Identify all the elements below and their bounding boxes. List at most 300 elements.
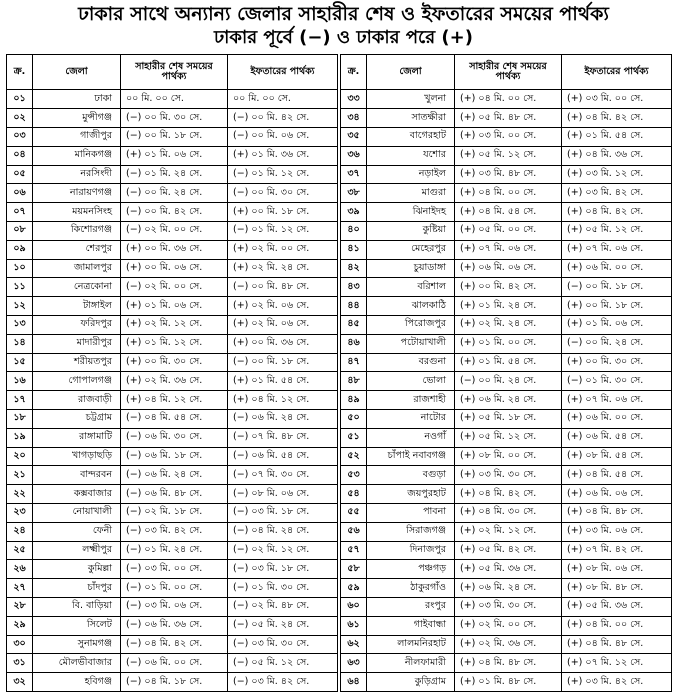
- sehri-diff-cell: (−) ০৬ মি. ৩০ সে.: [121, 428, 228, 447]
- iftar-diff-cell: (+) ০৩ মি. ৪২ সে.: [562, 184, 672, 203]
- district-cell: মুন্সীগঞ্জ: [33, 109, 121, 128]
- serial-cell: ১৫: [7, 353, 33, 372]
- table-row: [341, 278, 672, 297]
- sehri-diff-cell: (+) ০৪ মি. ১২ সে.: [121, 391, 228, 410]
- sehri-diff-cell: (+) ০৫ মি. ৪২ সে.: [455, 541, 562, 560]
- iftar-diff-cell: (−) ০৬ মি. ৫৪ সে.: [228, 447, 338, 466]
- iftar-diff-cell: (+) ০৮ মি. ৫৪ সে.: [562, 447, 672, 466]
- sehri-diff-cell: ০০ মি. ০০ সে.: [121, 90, 228, 109]
- sehri-diff-cell: (−) ০৩ মি. ০০ সে.: [121, 560, 228, 579]
- serial-cell: ০৫: [7, 165, 33, 184]
- title-line-2: ঢাকার পূর্বে (−) ও ঢাকার পরে (+): [214, 27, 473, 49]
- iftar-diff-cell: (−) ০১ মি. ১২ সে.: [228, 165, 338, 184]
- table-row: [7, 428, 338, 447]
- serial-cell: ১৯: [7, 428, 33, 447]
- serial-cell: ১৮: [7, 409, 33, 428]
- table-row: [341, 635, 672, 654]
- iftar-diff-cell: (−) ০৫ মি. ২৪ সে.: [228, 616, 338, 635]
- iftar-diff-cell: (−) ০৭ মি. ৪৮ সে.: [228, 428, 338, 447]
- sehri-diff-cell: (−) ০৩ মি. ০৬ সে.: [121, 597, 228, 616]
- serial-cell: ০৬: [7, 184, 33, 203]
- district-cell: নারায়ণগঞ্জ: [33, 184, 121, 203]
- table-row: [341, 466, 672, 485]
- district-cell: ঢাকা: [33, 90, 121, 109]
- serial-cell: ৩১: [7, 654, 33, 673]
- table-row: [341, 353, 672, 372]
- table-row: [341, 654, 672, 673]
- table-row: [7, 128, 338, 147]
- serial-cell: ০৪: [7, 146, 33, 165]
- serial-cell: ২৬: [7, 560, 33, 579]
- serial-cell: ২২: [7, 485, 33, 504]
- serial-cell: ০৩: [7, 128, 33, 147]
- sehri-diff-cell: (+) ০৪ মি. ৫৪ সে.: [455, 203, 562, 222]
- district-cell: বরগুনা: [367, 353, 455, 372]
- district-cell: খুলনা: [367, 90, 455, 109]
- district-cell: কিশোরগঞ্জ: [33, 222, 121, 241]
- serial-cell: ২৮: [7, 597, 33, 616]
- serial-cell: ০১: [7, 90, 33, 109]
- serial-cell: ৫৩: [341, 466, 367, 485]
- table-row: [7, 353, 338, 372]
- sehri-diff-cell: (−) ০৬ মি. ২৪ সে.: [121, 466, 228, 485]
- district-cell: রাঙ্গামাটি: [33, 428, 121, 447]
- table-row: [341, 485, 672, 504]
- iftar-diff-cell: (−) ০০ মি. ৪৮ সে.: [228, 278, 338, 297]
- sehri-diff-cell: (+) ০৬ মি. ২৪ সে.: [455, 579, 562, 598]
- serial-cell: ৪২: [341, 259, 367, 278]
- sehri-diff-cell: (−) ০৪ মি. ৫৪ সে.: [121, 409, 228, 428]
- table-row: [7, 372, 338, 391]
- iftar-diff-cell: (+) ০৭ মি. ০৬ সে.: [562, 240, 672, 259]
- iftar-diff-cell: (−) ০০ মি. ১৮ সে.: [228, 353, 338, 372]
- sehri-diff-cell: (−) ০০ মি. ৩০ সে.: [121, 109, 228, 128]
- iftar-diff-cell: (−) ০৩ মি. ৩০ সে.: [228, 635, 338, 654]
- header-iftar: ইফতারের পার্থক্য: [562, 55, 672, 90]
- title: [6, 4, 681, 48]
- table-header-row: [7, 55, 338, 90]
- iftar-diff-cell: (−) ০১ মি. ৩০ সে.: [228, 579, 338, 598]
- sehri-diff-cell: (+) ০০ মি. ৪২ সে.: [455, 278, 562, 297]
- table-row: [341, 579, 672, 598]
- district-cell: ফেনী: [33, 522, 121, 541]
- sehri-diff-cell: (−) ০১ মি. ০০ সে.: [121, 579, 228, 598]
- serial-cell: ১১: [7, 278, 33, 297]
- sehri-diff-cell: (+) ০১ মি. ০০ সে.: [455, 334, 562, 353]
- header-sehri: সাহারীর শেষ সময়ের পার্থক্য: [455, 55, 562, 90]
- sehri-diff-cell: (+) ০৫ মি. ৩৬ সে.: [455, 560, 562, 579]
- district-cell: লক্ষ্মীপুর: [33, 541, 121, 560]
- district-cell: শেরপুর: [33, 240, 121, 259]
- sehri-diff-cell: (+) ০৫ মি. ১৮ সে.: [455, 409, 562, 428]
- table-row: [341, 240, 672, 259]
- iftar-diff-cell: (+) ০৪ মি. ৪২ সে.: [562, 203, 672, 222]
- district-cell: নেত্রকোনা: [33, 278, 121, 297]
- district-cell: নড়াইল: [367, 165, 455, 184]
- serial-cell: ৪৪: [341, 297, 367, 316]
- iftar-diff-cell: (+) ০৪ মি. ৪৮ সে.: [562, 635, 672, 654]
- district-cell: মেহেরপুর: [367, 240, 455, 259]
- district-cell: নরসিংদী: [33, 165, 121, 184]
- iftar-diff-cell: (−) ০২ মি. ৪৮ সে.: [228, 597, 338, 616]
- iftar-diff-cell: (+) ০০ মি. ৩০ সে.: [562, 353, 672, 372]
- iftar-diff-cell: (+) ০৮ মি. ০৬ সে.: [562, 560, 672, 579]
- district-cell: শরীয়তপুর: [33, 353, 121, 372]
- sehri-diff-cell: (+) ০৩ মি. ৪৮ সে.: [455, 165, 562, 184]
- iftar-diff-cell: (−) ০০ মি. ৩০ সে.: [228, 184, 338, 203]
- table-row: [341, 447, 672, 466]
- iftar-diff-cell: (+) ০৪ মি. ৪৮ সে.: [562, 503, 672, 522]
- iftar-diff-cell: (+) ০৪ মি. ৩৬ সে.: [562, 146, 672, 165]
- district-cell: ঠাকুরগাঁও: [367, 579, 455, 598]
- header-iftar: ইফতারের পার্থক্য: [228, 55, 338, 90]
- serial-cell: ৫৪: [341, 485, 367, 504]
- serial-cell: ৫৭: [341, 541, 367, 560]
- serial-cell: ৫১: [341, 428, 367, 447]
- iftar-diff-cell: (−) ০৩ মি. ১৮ সে.: [228, 503, 338, 522]
- district-cell: ঝালকাঠি: [367, 297, 455, 316]
- sehri-diff-cell: (+) ০২ মি. ২৪ সে.: [455, 315, 562, 334]
- header-serial: ক্র.: [7, 55, 33, 90]
- sehri-diff-cell: (+) ০৬ মি. ০৬ সে.: [455, 259, 562, 278]
- table-row: [341, 597, 672, 616]
- sehri-diff-cell: (+) ০৪ মি. ৪২ সে.: [455, 485, 562, 504]
- sehri-diff-cell: (+) ০৮ মি. ০০ সে.: [455, 447, 562, 466]
- sehri-diff-cell: (−) ০০ মি. ২৪ সে.: [121, 184, 228, 203]
- serial-cell: ৩২: [7, 673, 33, 692]
- header-district: জেলা: [33, 55, 121, 90]
- table-row: [341, 203, 672, 222]
- sehri-diff-cell: (+) ০২ মি. ১২ সে.: [121, 315, 228, 334]
- serial-cell: ১৭: [7, 391, 33, 410]
- table-row: [341, 673, 672, 692]
- iftar-diff-cell: (+) ০১ মি. ৫৪ সে.: [562, 128, 672, 147]
- district-cell: কুষ্টিয়া: [367, 222, 455, 241]
- serial-cell: ৪০: [341, 222, 367, 241]
- sehri-diff-cell: (+) ০২ মি. ০০ সে.: [455, 616, 562, 635]
- table-row: [7, 203, 338, 222]
- sehri-diff-cell: (+) ০১ মি. ৪৮ সে.: [455, 673, 562, 692]
- iftar-diff-cell: (+) ০১ মি. ৫৪ সে.: [228, 372, 338, 391]
- table-row: [7, 184, 338, 203]
- district-cell: রাজশাহী: [367, 391, 455, 410]
- table-row: [341, 372, 672, 391]
- table-row: [341, 222, 672, 241]
- iftar-diff-cell: (+) ০৪ মি. ৪২ সে.: [562, 109, 672, 128]
- district-cell: নীলফামারী: [367, 654, 455, 673]
- table-row: [341, 428, 672, 447]
- district-cell: পটোয়াখালী: [367, 334, 455, 353]
- serial-cell: ৩০: [7, 635, 33, 654]
- sehri-diff-cell: (+) ০৪ মি. ০০ সে.: [455, 184, 562, 203]
- iftar-diff-cell: (−) ০০ মি. ০৬ সে.: [228, 128, 338, 147]
- sehri-diff-cell: (−) ০৪ মি. ৪২ সে.: [121, 635, 228, 654]
- serial-cell: ০৭: [7, 203, 33, 222]
- iftar-diff-cell: (+) ০৪ মি. ০০ সে.: [562, 616, 672, 635]
- table-row: [7, 616, 338, 635]
- iftar-diff-cell: (+) ০৩ মি. ১২ সে.: [562, 165, 672, 184]
- sehri-diff-cell: (−) ০৬ মি. ৩৬ সে.: [121, 616, 228, 635]
- table-row: [341, 109, 672, 128]
- iftar-diff-cell: (+) ০৩ মি. ০০ সে.: [562, 90, 672, 109]
- sehri-diff-cell: (+) ০৪ মি. ৩০ সে.: [455, 503, 562, 522]
- iftar-diff-cell: (−) ০৩ মি. ১৮ সে.: [228, 560, 338, 579]
- serial-cell: ৩৯: [341, 203, 367, 222]
- district-cell: কক্সবাজার: [33, 485, 121, 504]
- serial-cell: ২৫: [7, 541, 33, 560]
- table-row: [341, 315, 672, 334]
- iftar-diff-cell: ০০ মি. ০০ সে.: [228, 90, 338, 109]
- district-cell: যশোর: [367, 146, 455, 165]
- iftar-diff-cell: (+) ০০ মি. ১৮ সে.: [562, 297, 672, 316]
- district-cell: ভোলা: [367, 372, 455, 391]
- table-row: [341, 560, 672, 579]
- district-cell: চাঁপাই নবাবগঞ্জ: [367, 447, 455, 466]
- table-row: [341, 259, 672, 278]
- iftar-diff-cell: (+) ০৩ মি. ৪২ সে.: [562, 673, 672, 692]
- iftar-diff-cell: (+) ০০ মি. ৩৬ সে.: [228, 334, 338, 353]
- serial-cell: ৩৪: [341, 109, 367, 128]
- district-cell: কুমিল্লা: [33, 560, 121, 579]
- table-row: [7, 278, 338, 297]
- sehri-diff-cell: (−) ০০ মি. ২৪ সে.: [455, 372, 562, 391]
- table-row: [7, 503, 338, 522]
- table-row: [7, 654, 338, 673]
- serial-cell: ৩৮: [341, 184, 367, 203]
- sehri-diff-cell: (+) ০৫ মি. ০০ সে.: [455, 222, 562, 241]
- iftar-diff-cell: (−) ০৮ মি. ০৬ সে.: [228, 485, 338, 504]
- table-row: [7, 146, 338, 165]
- table-row: [341, 90, 672, 109]
- table-row: [7, 579, 338, 598]
- sehri-diff-cell: (+) ০১ মি. ২৪ সে.: [455, 297, 562, 316]
- district-cell: সুনামগঞ্জ: [33, 635, 121, 654]
- district-cell: নওগাঁ: [367, 428, 455, 447]
- serial-cell: ১০: [7, 259, 33, 278]
- serial-cell: ৪৫: [341, 315, 367, 334]
- serial-cell: ১৬: [7, 372, 33, 391]
- iftar-diff-cell: (−) ০০ মি. ২৪ সে.: [562, 334, 672, 353]
- district-cell: কুড়িগ্রাম: [367, 673, 455, 692]
- serial-cell: ৪৭: [341, 353, 367, 372]
- sehri-diff-cell: (+) ০৩ মি. ৩০ সে.: [455, 597, 562, 616]
- sehri-diff-cell: (+) ০১ মি. ৫৪ সে.: [455, 353, 562, 372]
- title-line-1: ঢাকার সাথে অন্যান্য জেলার সাহারীর শেষ ও ইফতারের সময়ের পার্থক্য: [78, 3, 609, 25]
- sehri-diff-cell: (+) ০৩ মি. ০০ সে.: [455, 128, 562, 147]
- serial-cell: ৬৩: [341, 654, 367, 673]
- iftar-diff-cell: (−) ০৭ মি. ৩০ সে.: [228, 466, 338, 485]
- sehri-diff-cell: (+) ০৪ মি. ০০ সে.: [455, 90, 562, 109]
- district-cell: নাটোর: [367, 409, 455, 428]
- iftar-diff-cell: (+) ০৭ মি. ০৬ সে.: [562, 391, 672, 410]
- district-cell: গাজীপুর: [33, 128, 121, 147]
- table-row: [7, 673, 338, 692]
- iftar-diff-cell: (+) ০৫ মি. ৩৬ সে.: [562, 597, 672, 616]
- iftar-diff-cell: (+) ০২ মি. ০০ সে.: [228, 240, 338, 259]
- sehri-diff-cell: (+) ০০ মি. ০৬ সে.: [121, 259, 228, 278]
- header-district: জেলা: [367, 55, 455, 90]
- district-cell: ফরিদপুর: [33, 315, 121, 334]
- district-cell: গোপালগঞ্জ: [33, 372, 121, 391]
- serial-cell: ২৯: [7, 616, 33, 635]
- serial-cell: ৬৪: [341, 673, 367, 692]
- district-cell: গাইবান্ধা: [367, 616, 455, 635]
- sehri-diff-cell: (+) ০৪ মি. ৪৮ সে.: [455, 654, 562, 673]
- right-table: [340, 54, 672, 692]
- serial-cell: ২০: [7, 447, 33, 466]
- iftar-diff-cell: (+) ০৬ মি. ০৬ সে.: [562, 485, 672, 504]
- iftar-diff-cell: (+) ০৬ মি. ০০ সে.: [562, 409, 672, 428]
- serial-cell: ৬১: [341, 616, 367, 635]
- district-cell: চাঁদপুর: [33, 579, 121, 598]
- serial-cell: ০২: [7, 109, 33, 128]
- serial-cell: ২৩: [7, 503, 33, 522]
- district-cell: মাগুরা: [367, 184, 455, 203]
- iftar-diff-cell: (−) ০২ মি. ১২ সে.: [228, 541, 338, 560]
- district-cell: নোয়াখালী: [33, 503, 121, 522]
- table-row: [7, 109, 338, 128]
- district-cell: ঝিনাইদহ: [367, 203, 455, 222]
- district-cell: বি. বাড়িয়া: [33, 597, 121, 616]
- district-cell: মৌলভীবাজার: [33, 654, 121, 673]
- district-cell: টাঙ্গাইল: [33, 297, 121, 316]
- serial-cell: ৪১: [341, 240, 367, 259]
- sehri-diff-cell: (+) ০৬ মি. ২৪ সে.: [455, 391, 562, 410]
- iftar-diff-cell: (−) ০১ মি. ৩০ সে.: [562, 372, 672, 391]
- sehri-diff-cell: (+) ০৫ মি. ১২ সে.: [455, 428, 562, 447]
- table-row: [7, 597, 338, 616]
- serial-cell: ২৭: [7, 579, 33, 598]
- district-cell: বগুড়া: [367, 466, 455, 485]
- sehri-diff-cell: (+) ০২ মি. ৩৬ সে.: [121, 372, 228, 391]
- table-row: [341, 522, 672, 541]
- sehri-diff-cell: (+) ০২ মি. ৩৬ সে.: [455, 635, 562, 654]
- left-table: [6, 54, 338, 692]
- iftar-diff-cell: (+) ০৫ মি. ১২ সে.: [562, 222, 672, 241]
- serial-cell: ৫০: [341, 409, 367, 428]
- iftar-diff-cell: (−) ০৫ মি. ১২ সে.: [228, 654, 338, 673]
- district-cell: হবিগঞ্জ: [33, 673, 121, 692]
- serial-cell: ৫৫: [341, 503, 367, 522]
- iftar-diff-cell: (−) ০৩ মি. ৪২ সে.: [228, 673, 338, 692]
- iftar-diff-cell: (+) ০২ মি. ০৬ সে.: [228, 297, 338, 316]
- table-row: [341, 503, 672, 522]
- iftar-diff-cell: (+) ০৭ মি. ৪২ সে.: [562, 541, 672, 560]
- serial-cell: ৬০: [341, 597, 367, 616]
- serial-cell: ৫৮: [341, 560, 367, 579]
- district-cell: পাবনা: [367, 503, 455, 522]
- district-cell: খাগড়াছড়ি: [33, 447, 121, 466]
- sehri-diff-cell: (−) ০৪ মি. ১৮ সে.: [121, 673, 228, 692]
- serial-cell: ৩৩: [341, 90, 367, 109]
- sehri-diff-cell: (−) ০০ মি. ৪২ সে.: [121, 203, 228, 222]
- serial-cell: ৪৮: [341, 372, 367, 391]
- sehri-diff-cell: (+) ০৫ মি. ১২ সে.: [455, 146, 562, 165]
- serial-cell: ৪৩: [341, 278, 367, 297]
- table-row: [7, 315, 338, 334]
- sehri-diff-cell: (−) ০২ মি. ১৮ সে.: [121, 503, 228, 522]
- iftar-diff-cell: (+) ০১ মি. ০৬ সে.: [562, 315, 672, 334]
- table-row: [341, 184, 672, 203]
- serial-cell: ৩৭: [341, 165, 367, 184]
- sehri-diff-cell: (+) ০১ মি. ০৬ সে.: [121, 297, 228, 316]
- table-row: [7, 222, 338, 241]
- table-row: [7, 391, 338, 410]
- sehri-diff-cell: (−) ০২ মি. ০০ সে.: [121, 222, 228, 241]
- table-row: [7, 165, 338, 184]
- district-cell: সাতক্ষীরা: [367, 109, 455, 128]
- sehri-diff-cell: (−) ০৬ মি. ০০ সে.: [121, 654, 228, 673]
- district-cell: মাদারীপুর: [33, 334, 121, 353]
- district-cell: বরিশাল: [367, 278, 455, 297]
- sehri-diff-cell: (−) ০৬ মি. ৪৮ সে.: [121, 485, 228, 504]
- serial-cell: ১৩: [7, 315, 33, 334]
- sehri-diff-cell: (+) ০০ মি. ৩০ সে.: [121, 353, 228, 372]
- table-row: [7, 297, 338, 316]
- serial-cell: ২১: [7, 466, 33, 485]
- iftar-diff-cell: (+) ০৬ মি. ৫৪ সে.: [562, 428, 672, 447]
- iftar-diff-cell: (+) ০৬ মি. ০০ সে.: [562, 259, 672, 278]
- sehri-diff-cell: (−) ০৬ মি. ১৮ সে.: [121, 447, 228, 466]
- table-row: [341, 165, 672, 184]
- table-row: [7, 90, 338, 109]
- table-row: [341, 409, 672, 428]
- district-cell: সিলেট: [33, 616, 121, 635]
- district-cell: বান্দরবন: [33, 466, 121, 485]
- district-cell: রংপুর: [367, 597, 455, 616]
- sehri-diff-cell: (+) ০৩ মি. ৩০ সে.: [455, 466, 562, 485]
- serial-cell: ৪৯: [341, 391, 367, 410]
- serial-cell: ৩৫: [341, 128, 367, 147]
- sehri-diff-cell: (+) ০১ মি. ০৬ সে.: [121, 146, 228, 165]
- sehri-diff-cell: (+) ০২ মি. ১২ সে.: [455, 522, 562, 541]
- district-cell: লালমনিরহাট: [367, 635, 455, 654]
- table-row: [341, 541, 672, 560]
- sehri-diff-cell: (−) ০২ মি. ০০ সে.: [121, 278, 228, 297]
- iftar-diff-cell: (+) ০০ মি. ১৮ সে.: [228, 203, 338, 222]
- serial-cell: ১৪: [7, 334, 33, 353]
- table-row: [7, 522, 338, 541]
- left-table-body: [7, 90, 338, 692]
- district-cell: চুয়াডাঙ্গা: [367, 259, 455, 278]
- table-row: [341, 128, 672, 147]
- tables-wrapper: [6, 54, 681, 692]
- serial-cell: ০৮: [7, 222, 33, 241]
- iftar-diff-cell: (−) ০৬ মি. ২৪ সে.: [228, 409, 338, 428]
- iftar-diff-cell: (+) ০১ মি. ৩৬ সে.: [228, 146, 338, 165]
- sehri-diff-cell: (+) ০১ মি. ১২ সে.: [121, 334, 228, 353]
- iftar-diff-cell: (+) ০৩ মি. ০৬ সে.: [562, 522, 672, 541]
- sehri-diff-cell: (+) ০৫ মি. ৪৮ সে.: [455, 109, 562, 128]
- table-row: [7, 466, 338, 485]
- table-row: [7, 485, 338, 504]
- district-cell: সিরাজগঞ্জ: [367, 522, 455, 541]
- header-serial: ক্র.: [341, 55, 367, 90]
- iftar-diff-cell: (−) ০১ মি. ১২ সে.: [228, 222, 338, 241]
- serial-cell: ৩৬: [341, 146, 367, 165]
- sehri-diff-cell: (+) ০০ মি. ৩৬ সে.: [121, 240, 228, 259]
- table-row: [7, 259, 338, 278]
- serial-cell: ০৯: [7, 240, 33, 259]
- iftar-diff-cell: (+) ০৪ মি. ১২ সে.: [228, 391, 338, 410]
- district-cell: জয়পুরহাট: [367, 485, 455, 504]
- table-row: [7, 334, 338, 353]
- sehri-diff-cell: (−) ০১ মি. ২৪ সে.: [121, 541, 228, 560]
- table-row: [7, 409, 338, 428]
- sehri-diff-cell: (−) ০১ মি. ২৪ সে.: [121, 165, 228, 184]
- district-cell: পিরোজপুর: [367, 315, 455, 334]
- district-cell: বাগেরহাট: [367, 128, 455, 147]
